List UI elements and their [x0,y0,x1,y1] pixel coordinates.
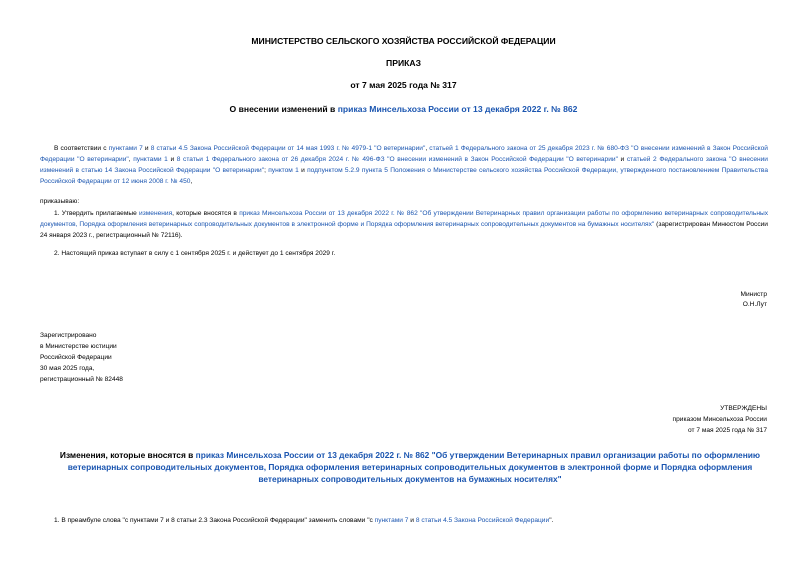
preamble-text: ; [264,167,269,174]
approved-line: УТВЕРЖДЕНЫ [720,405,767,412]
changes-title-link[interactable]: приказ Минсельхоза России от 13 декабря 2022 г. № 862 "Об утверждении Ветеринарных правил организации работы по оформлению ветеринарных сопроводительных документов, Порядка оформления ветеринарных сопроводительных документов в электронной форме и Порядка оформления ветеринарных сопроводительных документов на бумажных носителях" [67,450,761,484]
change-1-link[interactable]: 8 статьи 4.5 Закона Российской Федерации [415,517,550,524]
preamble-text: и [617,156,627,163]
changes-title-prefix: Изменения, которые вносятся в [59,450,196,460]
approved-line: от 7 мая 2025 года № 317 [687,427,767,434]
changes-title [50,449,770,485]
date-number-heading: от 7 мая 2025 года № 317 [350,80,457,90]
order-title [0,104,807,114]
preamble-link[interactable]: статьей 1 Федерального закона от 25 декабря 2023 г. № 680-ФЗ "О внесении изменений в Закон Российской Федерации "О ветеринарии" [40,145,768,163]
registration-line: Российской Федерации [40,354,112,361]
registration-line: 30 мая 2025 года, [40,365,95,372]
registration-block [40,330,123,385]
preamble-link[interactable]: пунктом 1 [268,167,299,174]
ministry-heading: МИНИСТЕРСТВО СЕЛЬСКОГО ХОЗЯЙСТВА РОССИЙСКОЙ ФЕДЕРАЦИИ [251,36,556,46]
order-title-prefix: О внесении изменений в [229,104,338,114]
preamble-paragraph [40,143,768,187]
preamble-link[interactable]: пунктами 1 [133,156,168,163]
order-title-link[interactable]: приказ Минсельхоза России от 13 декабря 2022 г. № 862 [337,104,578,114]
signature-position: Министр [740,291,767,298]
order-862-link[interactable]: приказ Минсельхоза России от 13 декабря 2022 г. № 862 "Об утверждении Ветеринарных правил организации работы по оформлению ветеринарных сопроводительных документов, Порядка оформления ветеринарных сопроводительных документов в электронной форме и Порядка оформления ветеринарных сопроводительных документов на бумажных носителях" [40,210,769,228]
preamble-text: и [167,156,177,163]
preamble-text: В соответствии с [54,145,109,152]
preamble-link[interactable]: 8 статьи 4.5 Закона Российской Федерации от 14 мая 1993 г. № 4979-1 "О ветеринарии" [150,145,426,152]
item-1-paragraph [40,208,768,241]
orders-label: приказываю: [40,198,80,205]
preamble-text: , [128,156,134,163]
preamble-text: , [190,178,193,185]
changes-link[interactable]: изменения [139,210,173,217]
change-1-text: 1. В преамбуле слова "с пунктами 7 и 8 статьи 2.3 Закона Российской Федерации" заменить словами "с [54,517,375,524]
registration-line: регистрационный № 82448 [40,376,123,383]
change-1-link[interactable]: пунктами 7 [374,517,409,524]
change-1-text: ". [549,517,554,524]
item-2-paragraph: 2. Настоящий приказ вступает в силу с 1 сентября 2025 г. и действует до 1 сентября 2029 г. [54,250,336,257]
preamble-text: , [425,145,430,152]
preamble-link[interactable]: пунктами 7 [108,145,143,152]
registration-line: Зарегистрировано [40,332,97,339]
approved-block [673,403,767,436]
preamble-text: и [298,167,308,174]
preamble-link[interactable]: подпунктом 5.2.9 пункта 5 Положения о Министерстве сельского хозяйства Российской Федерации, утвержденного постановлением Правительства Российской Федерации от 12 июня 2008 г. № 450 [40,167,768,185]
signature-name: О.Н.Лут [742,301,767,308]
item-1-text: , которые вносятся в [172,210,240,217]
preamble-text: и [142,145,151,152]
preamble-link[interactable]: 8 статьи 1 Федерального закона от 26 декабря 2024 г. № 496-ФЗ "О внесении изменений в Закон Российской Федерации "О ветеринарии" [176,156,618,163]
approved-line: приказом Минсельхоза России [672,416,767,423]
item-1-text: 1. Утвердить прилагаемые [54,210,140,217]
change-1-paragraph [40,515,768,526]
preamble-link[interactable]: статьей 2 Федерального закона "О внесении изменений в статью 14 Закона Российской Федерации "О ветеринарии" [40,156,768,174]
change-1-text: и [408,517,416,524]
item-1-text: (зарегистрирован Минюстом России 24 января 2023 г., регистрационный № 72116). [40,221,768,239]
registration-line: в Министерстве юстиции [40,343,117,350]
doc-type-heading: ПРИКАЗ [386,58,421,68]
